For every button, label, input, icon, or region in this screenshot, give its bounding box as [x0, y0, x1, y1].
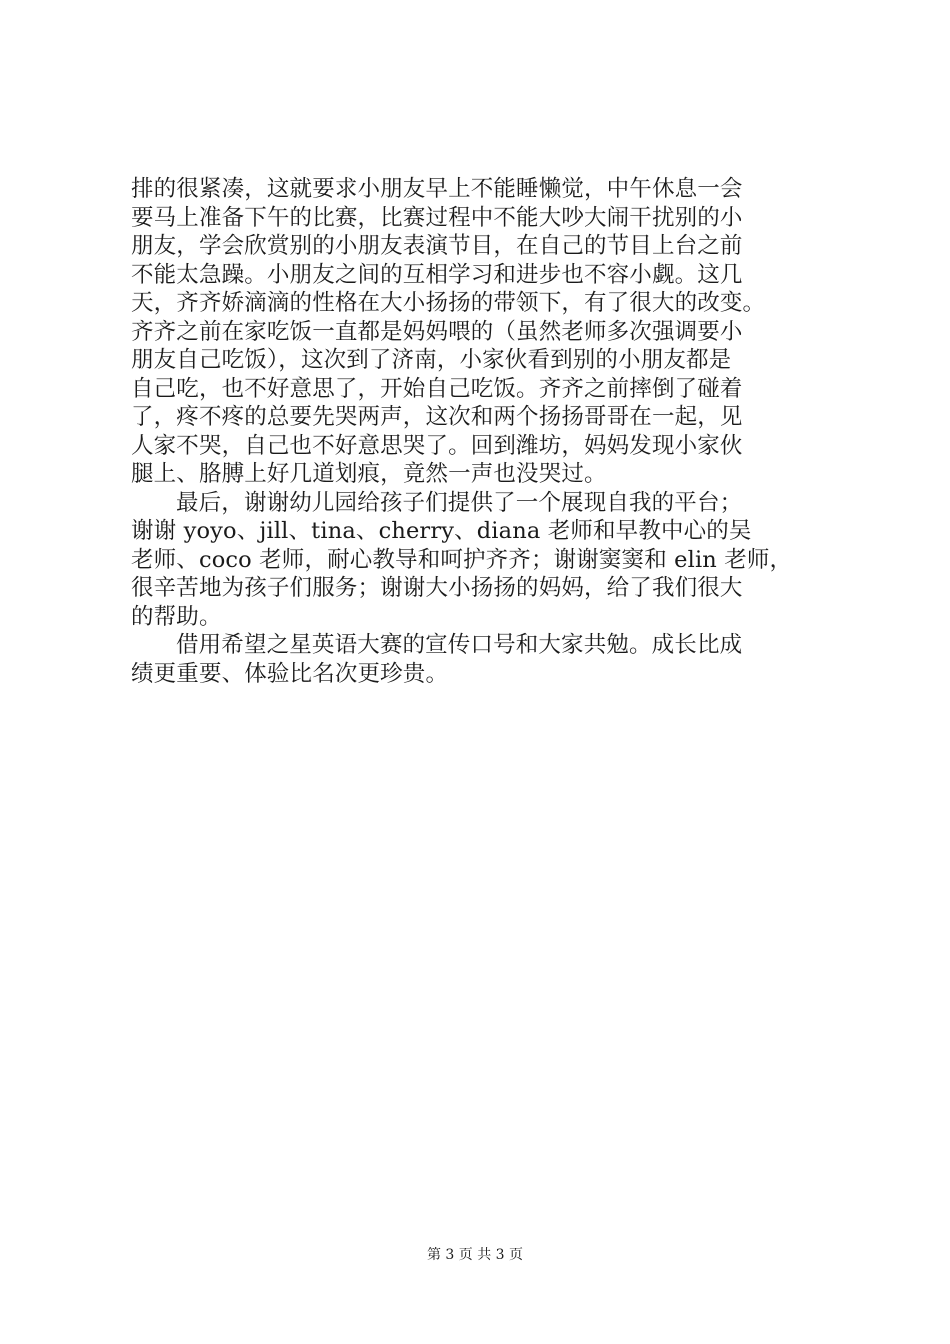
text-line: 借用希望之星英语大赛的宣传口号和大家共勉。成长比成: [176, 632, 743, 658]
text-line: 朋友自己吃饭），这次到了济南，小家伙看到别的小朋友都是: [131, 347, 732, 373]
text-line: 要马上准备下午的比赛，比赛过程中不能大吵大闹干扰别的小: [131, 204, 743, 231]
text-line: 很辛苦地为孩子们服务；谢谢大小扬扬的妈妈，给了我们很大: [131, 575, 743, 601]
text-line: 谢谢 yoyo、jill、tina、cherry、diana 老师和早教中心的吴: [131, 518, 752, 544]
text-line: 绩更重要、体验比名次更珍贵。: [131, 660, 449, 687]
text-line: 了，疼不疼的总要先哭两声，这次和两个扬扬哥哥在一起，见: [131, 404, 743, 430]
text-line: 腿上、胳膊上好几道划痕，竟然一声也没哭过。: [131, 461, 607, 487]
text-line: 人家不哭，自己也不好意思哭了。回到潍坊，妈妈发现小家伙: [131, 432, 743, 459]
text-line: 朋友，学会欣赏别的小朋友表演节目，在自己的节目上台之前: [131, 233, 743, 259]
text-line: 最后，谢谢幼儿园给孩子们提供了一个展现自我的平台；: [176, 489, 743, 516]
text-line: 齐齐之前在家吃饭一直都是妈妈喂的（虽然老师多次强调要小: [131, 318, 743, 345]
text-line: 不能太急躁。小朋友之间的互相学习和进步也不容小觑。这几: [131, 261, 743, 288]
text-line: 老师、coco 老师，耐心教导和呵护齐齐；谢谢窦窦和 elin 老师，: [131, 546, 793, 573]
paragraph-1: [131, 175, 841, 489]
text-line: 天，齐齐娇滴滴的性格在大小扬扬的带领下，有了很大的改变。: [131, 290, 766, 316]
text-line: 自己吃，也不好意思了，开始自己吃饭。齐齐之前摔倒了碰着: [131, 375, 743, 402]
paragraph-3: [131, 631, 841, 688]
text-line: 排的很紧凑，这就要求小朋友早上不能睡懒觉，中午休息一会: [131, 176, 743, 202]
page-number-footer: 第 3 页 共 3 页: [426, 1247, 524, 1263]
document-body: [131, 175, 841, 688]
text-line: 的帮助。: [131, 603, 222, 630]
paragraph-2: [131, 489, 841, 632]
